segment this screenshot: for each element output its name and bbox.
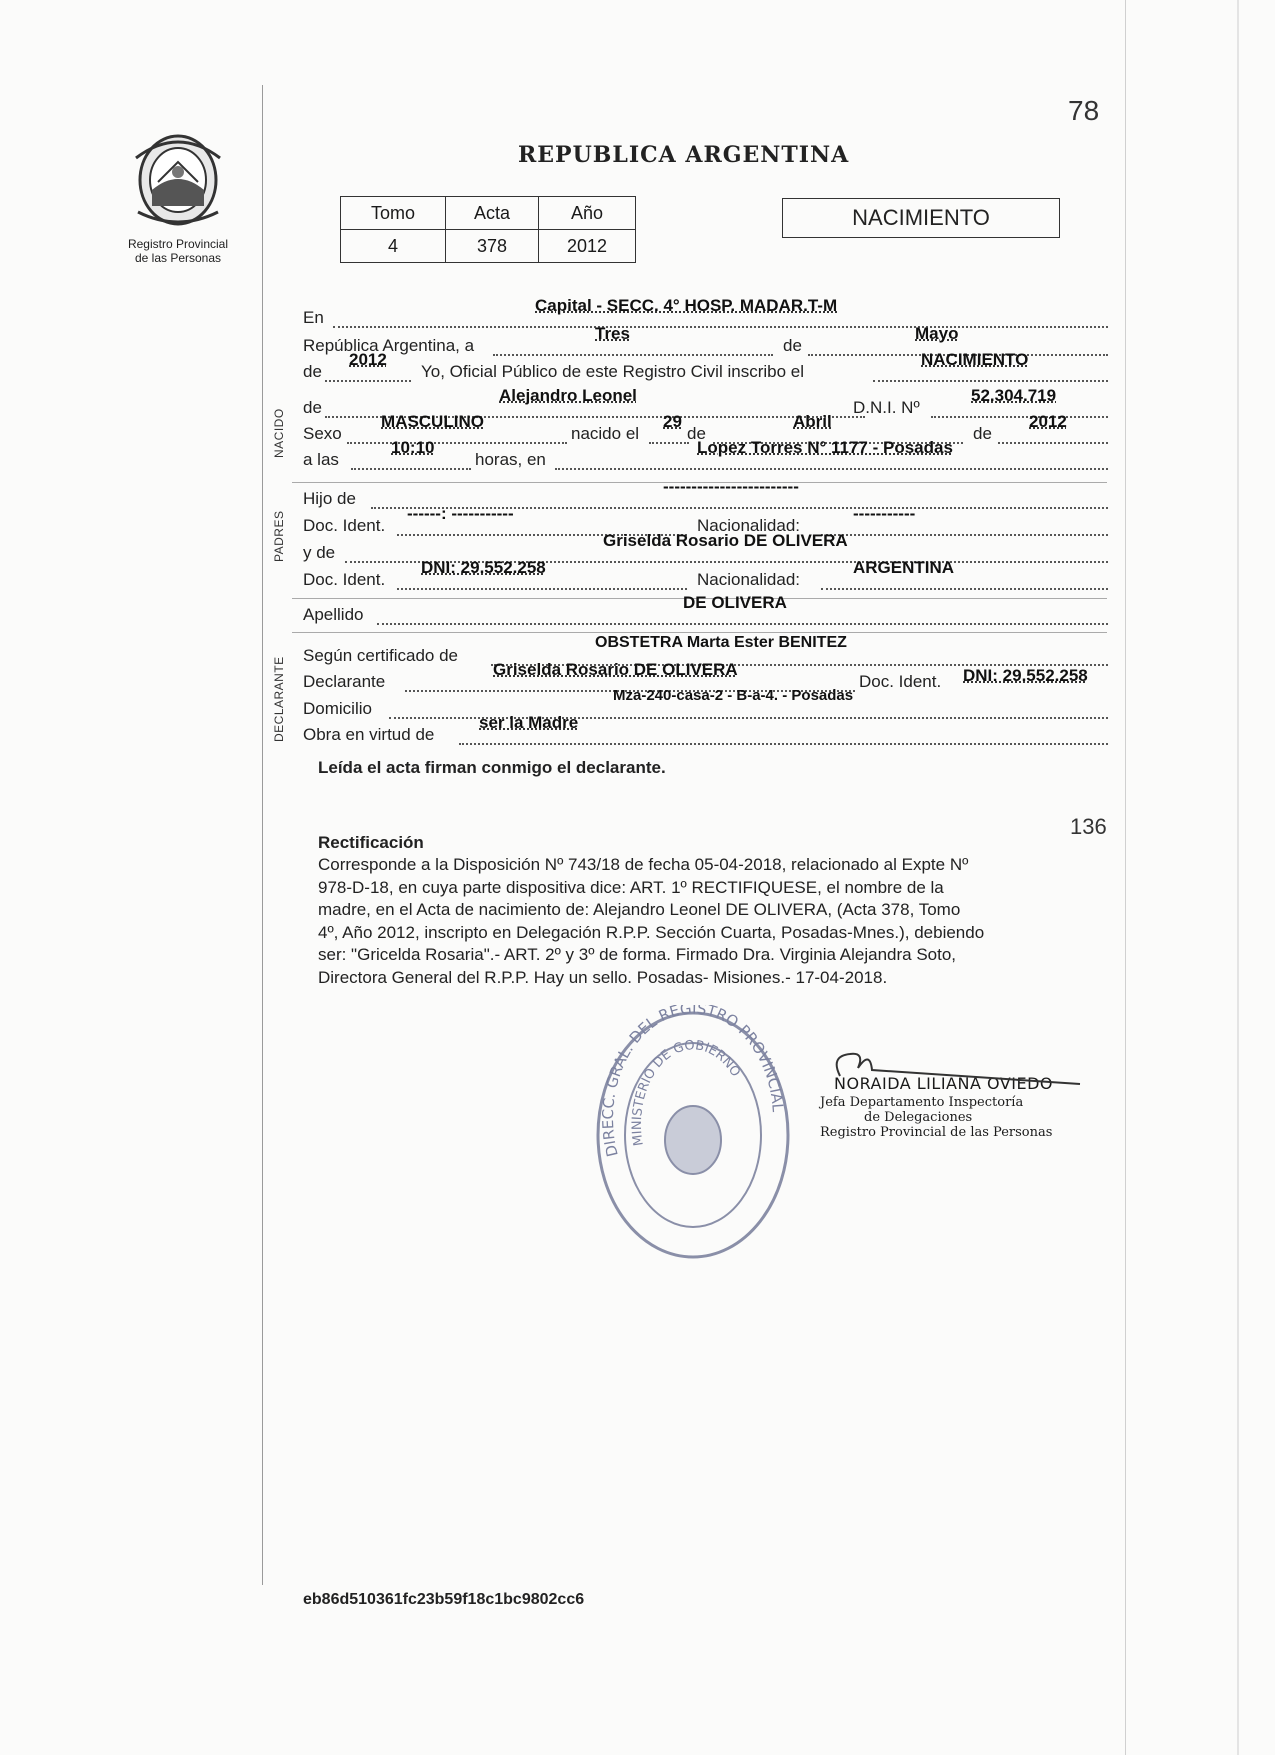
header-tomo: Tomo (341, 197, 446, 230)
mes-value: Mayo (915, 324, 959, 343)
value-tomo: 4 (341, 230, 446, 263)
dom-value: Mza-240-casa-2 - B-a-4. - Posadas (613, 687, 854, 704)
rect-line: Directora General del R.P.P. Hay un sello. Posadas- Misiones.- 17-04-2018. (318, 967, 888, 987)
signer-title-2: de Delegaciones (864, 1110, 973, 1125)
decl-label: Declarante (303, 672, 386, 691)
row-domicilio (303, 687, 1108, 723)
madre-value: Griselda Rosario DE OLIVERA (603, 531, 848, 550)
document-hash: eb86d510361fc23b59f18c1bc9802cc6 (303, 1591, 585, 1608)
side-label-declarante: DECLARANTE (272, 656, 286, 742)
nac2-label: Nacionalidad: (697, 570, 801, 589)
stamp-inner-text: MINISTERIO DE GOBIERNO (629, 1038, 743, 1147)
obra-label: Obra en virtud de (303, 725, 435, 744)
right-margin-line (1125, 0, 1126, 1755)
page-edge-line (1237, 0, 1239, 1755)
de2-label: de (303, 362, 322, 381)
value-anio: 2012 (539, 230, 636, 263)
page-number: 78 (1068, 95, 1100, 126)
section-divider (292, 632, 1107, 633)
rectificacion-title: Rectificación (318, 833, 424, 852)
sexo-value: MASCULINO (381, 412, 484, 431)
rectificacion-body (318, 854, 1103, 989)
side-label-nacido: NACIDO (272, 408, 286, 458)
doc1-label: Doc. Ident. (303, 516, 386, 535)
signer-title-3: Registro Provincial de las Personas (820, 1125, 1053, 1140)
nac2-value: ARGENTINA (853, 558, 955, 577)
sexo-label: Sexo (303, 424, 342, 443)
nac1-label: Nacionalidad: (697, 516, 801, 535)
nac-anio-value: 2012 (1029, 412, 1067, 431)
hora-value: 10:10 (391, 438, 435, 457)
stamp-seal-icon (588, 1005, 798, 1265)
side-label-padres: PADRES (272, 510, 286, 562)
row-apellido (303, 593, 1108, 629)
official-stamp (588, 1005, 798, 1265)
margin-number: 136 (1070, 814, 1107, 839)
oficial-text: Yo, Oficial Público de este Registro Civil inscribo el (421, 362, 804, 381)
apellido-label: Apellido (303, 605, 364, 624)
rect-line: ser: "Gricelda Rosaria".- ART. 2º y 3º de forma. Firmado Dra. Virginia Alejandra Soto, (318, 945, 957, 964)
tipo-value: NACIMIENTO (921, 350, 1029, 369)
stamp-outer-text: DIRECC. GRAL. DEL REGISTRO PROVINCIAL (598, 1005, 787, 1159)
nac-de-label: de (687, 424, 706, 443)
nombre-value: Alejandro Leonel (499, 386, 637, 405)
rect-line: Corresponde a la Disposición Nº 743/18 de fecha 05-04-2018, relacionado al Expte Nº (318, 855, 969, 874)
hora-label: a las (303, 450, 339, 469)
decl-doc-label: Doc. Ident. (859, 672, 942, 691)
row-obra (303, 713, 1108, 749)
doc1-value: ------: ----------- (407, 504, 514, 523)
hijo-value: ------------------------ (663, 477, 799, 496)
cert-value: OBSTETRA Marta Ester BENITEZ (595, 634, 847, 651)
lugar-value: Lopez Torres N° 1177 - Posadas (697, 438, 953, 457)
horas-label: horas, en (475, 450, 546, 469)
signature-block (820, 1060, 1120, 1140)
closing-statement: Leída el acta firman conmigo el declarante. (318, 758, 666, 777)
row-inscripcion (303, 350, 1108, 386)
rect-line: 978-D-18, en cuya parte dispositiva dice: ART. 1º RECTIFIQUESE, el nombre de la (318, 877, 944, 897)
logo-caption-line-1: Registro Provincial (127, 237, 229, 251)
hijo-label: Hijo de (303, 489, 356, 508)
decl-doc-value: DNI: 29.552.258 (963, 666, 1088, 685)
doc2-value: DNI: 29.552.258 (421, 558, 546, 577)
signature-scribble-icon (810, 1048, 1110, 1088)
province-logo (118, 128, 238, 265)
logo-caption-line-2: de las Personas (134, 251, 222, 265)
apellido-value: DE OLIVERA (683, 593, 787, 612)
en-value: Capital - SECC. 4° HOSP. MADAR.T-M (535, 296, 838, 315)
record-type-box: NACIMIENTO (782, 198, 1060, 238)
anio-value: 2012 (349, 350, 387, 369)
nombre-label: de (303, 398, 322, 417)
registry-header-row (341, 197, 636, 230)
registry-table (340, 196, 636, 263)
rep-label: República Argentina, a (303, 336, 475, 355)
decl-value: Griselda Rosario DE OLIVERA (493, 660, 738, 679)
signer-title-1: Jefa Departamento Inspectoría (820, 1095, 1024, 1110)
yde-label: y de (303, 543, 336, 562)
nacido-label: nacido el (571, 424, 640, 443)
header-anio: Año (539, 197, 636, 230)
header-acta: Acta (446, 197, 539, 230)
nac1-value: ----------- (853, 504, 916, 523)
nac-de2-label: de (973, 424, 992, 443)
de-label: de (783, 336, 802, 355)
value-acta: 378 (446, 230, 539, 263)
row-en (303, 296, 1108, 332)
logo-caption (118, 237, 238, 265)
signer-name: NORAIDA LILIANA OVIEDO (834, 1074, 1053, 1093)
misiones-seal-icon (128, 128, 228, 228)
row-hora (303, 438, 1108, 474)
rect-line: madre, en el Acta de nacimiento de: Alejandro Leonel DE OLIVERA, (Acta 378, Tomo (318, 900, 961, 919)
nac-mes-value: Abril (793, 412, 832, 431)
dia-value: Tres (595, 324, 630, 343)
obra-value: ser la Madre (479, 713, 579, 732)
rect-line: 4º, Año 2012, inscripto en Delegación R.P.P. Sección Cuarta, Posadas-Mnes.), debiendo (318, 922, 985, 942)
nac-dia-value: 29 (663, 412, 682, 431)
dni-label: D.N.I. Nº (853, 398, 920, 417)
document-title: REPUBLICA ARGENTINA (518, 142, 850, 168)
dots-dia (493, 336, 773, 356)
en-label: En (303, 308, 324, 327)
row-doc2 (303, 558, 1108, 594)
registry-value-row (341, 230, 636, 263)
cert-label: Según certificado de (303, 646, 458, 665)
dni-value: 52.304.719 (971, 386, 1057, 405)
left-margin-line (262, 85, 263, 1585)
dom-label: Domicilio (303, 699, 372, 718)
doc2-label: Doc. Ident. (303, 570, 386, 589)
